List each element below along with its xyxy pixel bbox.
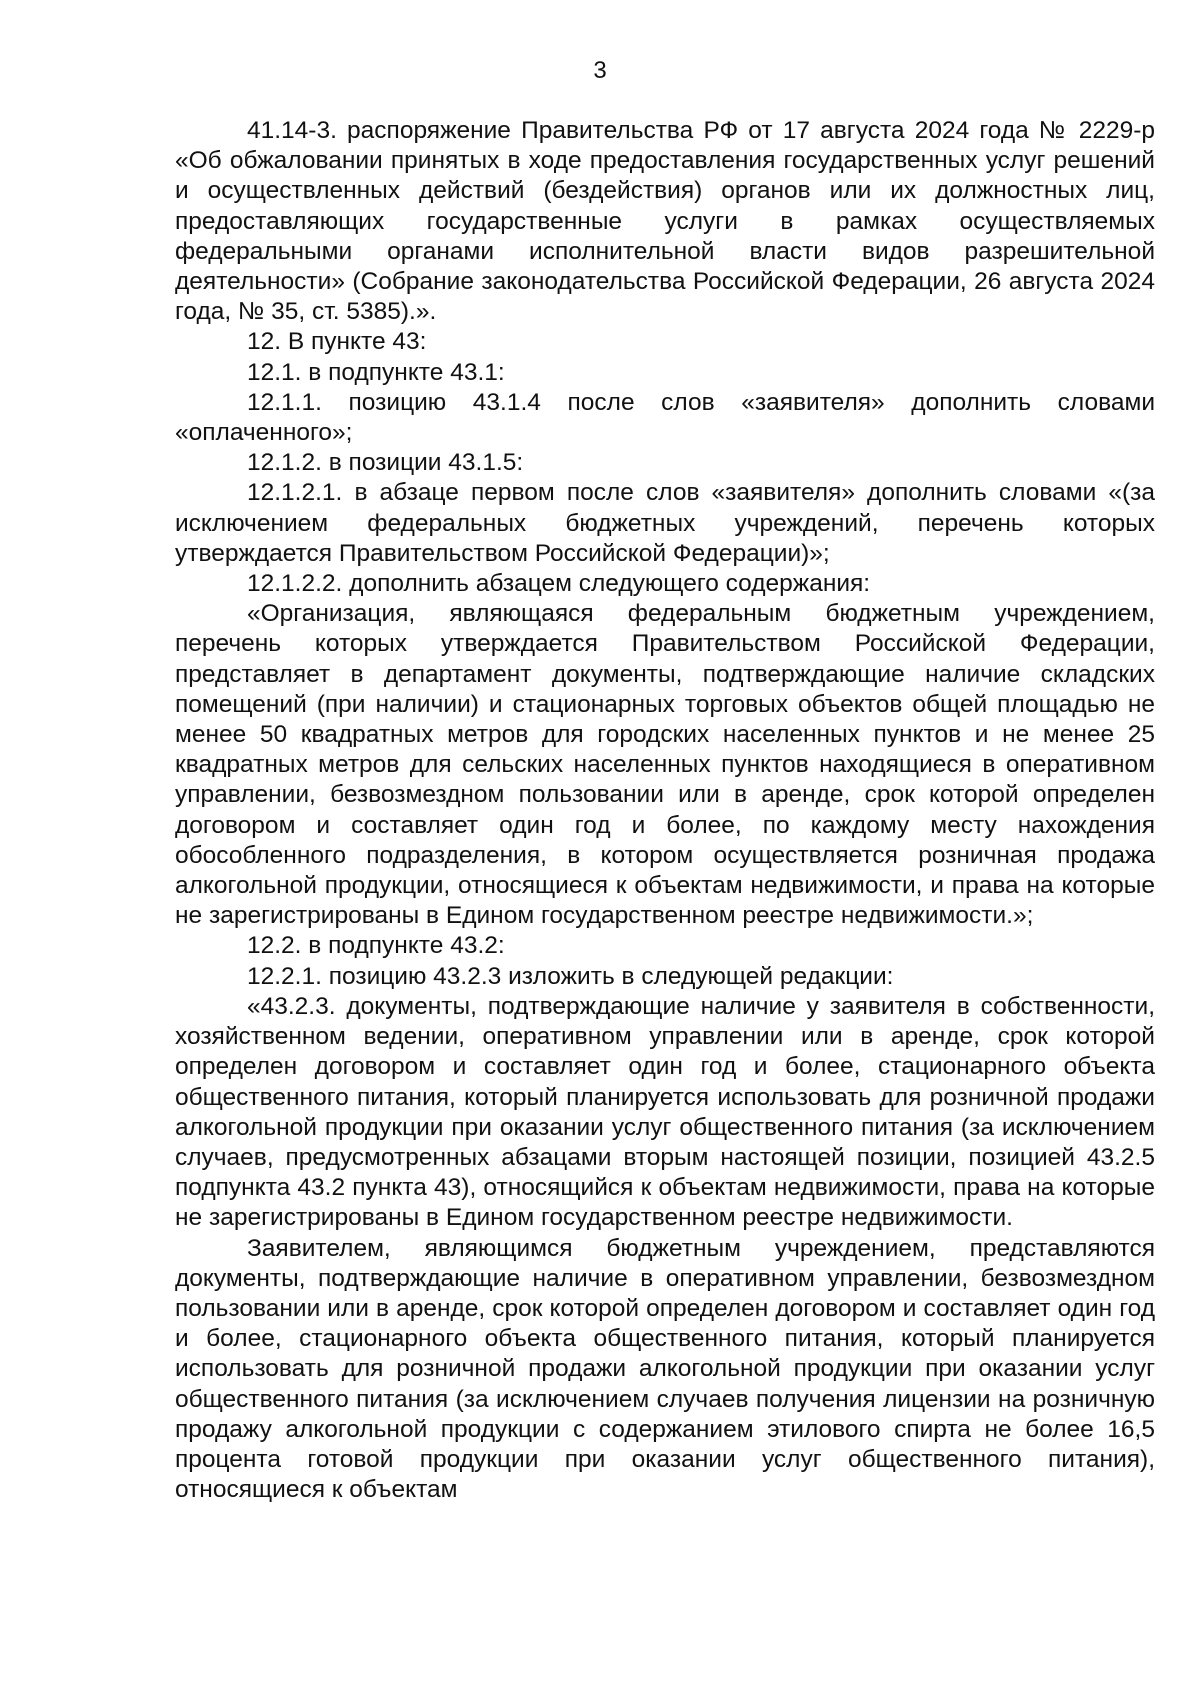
paragraph-12-1: 12.1. в подпункте 43.1: [247, 358, 505, 386]
paragraph-budget-institution: Заявителем, являющимся бюджетным учреждением, представляются документы, подтверждающие наличие в оперативном управлении, безвозмездном пользовании или в аренде, срок которой определен договором и составляет один год и более, стационарного объекта общественного питания, который планируется использовать для розничной продажи алкогольной продукции при оказании услуг общественного питания (за исключением случаев получения лицензии на розничную продажу алкогольной продукции с содержанием этилового спирта не более 16,5 процента готовой продукции при оказании услуг общественного питания), относящиеся к объектам [175, 1234, 1155, 1504]
page-number: 3 [593, 57, 607, 84]
paragraph-12-1-2-1: 12.1.2.1. в абзаце первом после слов «заявителя» дополнить словами «(за исключением федеральных бюджетных учреждений, перечень которых утверждается Правительством Российской Федерации)»; [175, 479, 1155, 567]
paragraph-12-2-1: 12.2.1. позицию 43.2.3 изложить в следующей редакции: [247, 962, 894, 990]
paragraph-12-1-2: 12.1.2. в позиции 43.1.5: [247, 449, 524, 477]
paragraph-quote-43-2-3: «43.2.3. документы, подтверждающие наличие у заявителя в собственности, хозяйственном ведении, оперативном управлении или в аренде, срок которой определен договором и составляет один год и более, стационарного объекта общественного питания, который планируется использовать для розничной продажи алкогольной продукции при оказании услуг общественного питания (за исключением случаев, предусмотренных абзацами вторым настоящей позиции, позицией 43.2.5 подпункта 43.2 пункта 43), относящийся к объектам недвижимости, права на которые не зарегистрированы в Едином государственном реестре недвижимости. [175, 992, 1155, 1232]
paragraph-12-2: 12.2. в подпункте 43.2: [247, 932, 505, 960]
paragraph-quote-organization: «Организация, являющаяся федеральным бюджетным учреждением, перечень которых утверждается Правительством Российской Федерации, представляет в департамент документы, подтверждающие наличие складских помещений (при наличии) и стационарных торговых объектов общей площадью не менее 50 квадратных метров для городских населенных пунктов и не менее 25 квадратных метров для сельских населенных пунктов находящиеся в оперативном управлении, безвозмездном пользовании или в аренде, срок которой определен договором и составляет один год и более, по каждому месту нахождения обособленного подразделения, в котором осуществляется розничная продажа алкогольной продукции, относящиеся к объектам недвижимости, и права на которые не зарегистрированы в Едином государственном реестре недвижимости.»; [175, 600, 1155, 930]
document-body [175, 116, 1155, 1505]
paragraph-12-1-1: 12.1.1. позицию 43.1.4 после слов «заявителя» дополнить словами «оплаченного»; [175, 388, 1155, 447]
paragraph-41-14-3: 41.14-3. распоряжение Правительства РФ от 17 августа 2024 года № 2229-р «Об обжаловании принятых в ходе предоставления государственных услуг решений и осуществленных действий (бездействия) органов или их должностных лиц, предоставляющих государственные услуги в рамках осуществляемых федеральными органами исполнительной власти видов разрешительной деятельности» (Собрание законодательства Российской Федерации, 26 августа 2024 года, № 35, ст. 5385).». [175, 117, 1155, 326]
paragraph-12-1-2-2: 12.1.2.2. дополнить абзацем следующего содержания: [247, 570, 871, 598]
paragraph-12: 12. В пункте 43: [247, 328, 427, 356]
